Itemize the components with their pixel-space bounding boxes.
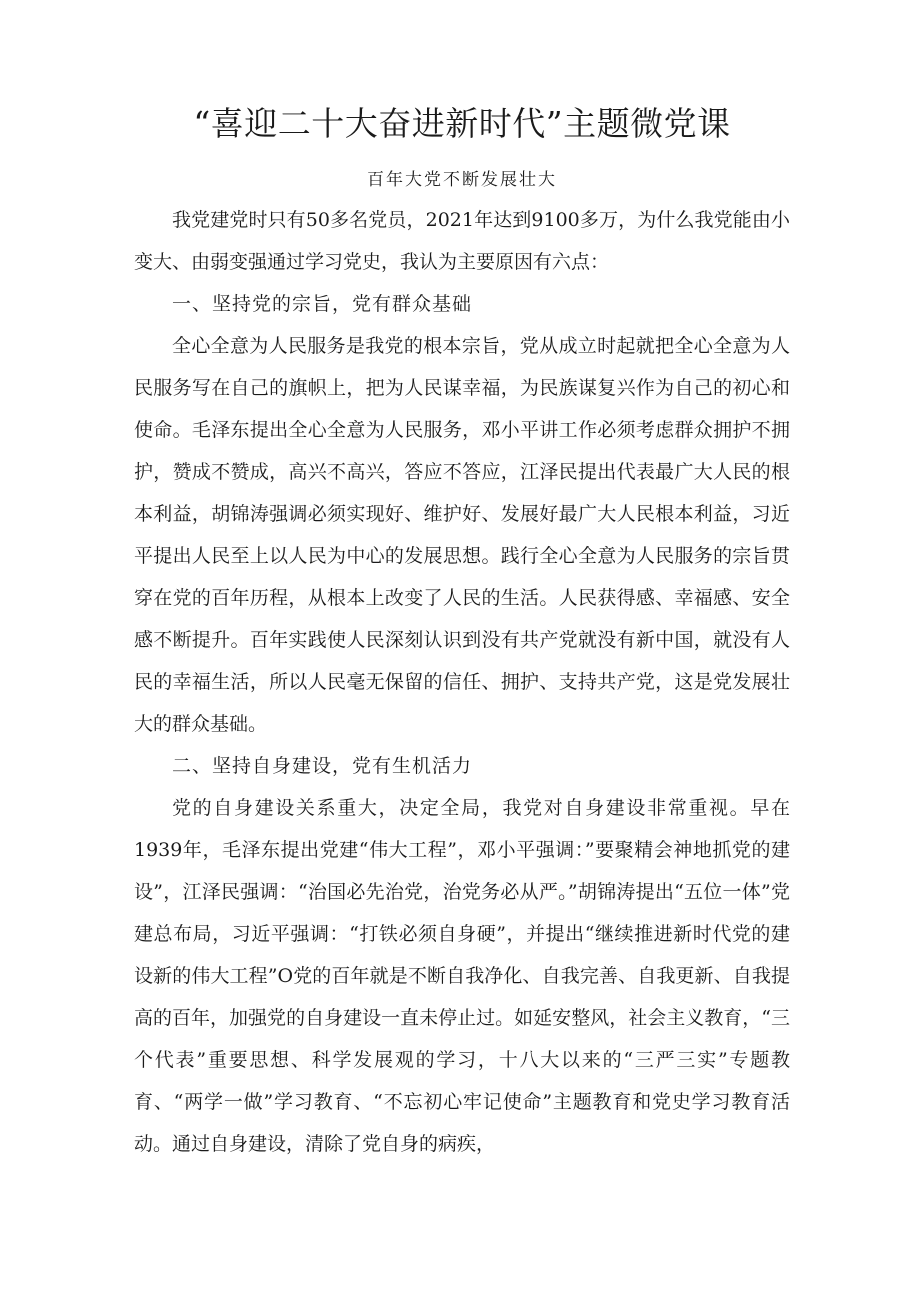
document-page (134, 100, 790, 1165)
section-2-paragraph: 党的自身建设关系重大，决定全局，我党对自身建设非常重视。早在1939年，毛泽东提出党建“伟大工程”，邓小平强调：”要聚精会神地抓党的建设”，江泽民强调：“治国必先治党，治党务必从严。”胡锦涛提出“五位一体”党建总布局，习近平强调：“打铁必须自身硬”，并提出“继续推进新时代党的建设新的伟大工程”O党的百年就是不断自我净化、自我完善、自我更新、自我提高的百年，加强党的自身建设一直未停止过。如延安整风，社会主义教育，“三个代表”重要思想、科学发展观的学习，十八大以来的“三严三实”专题教育、“两学一做”学习教育、“不忘初心牢记使命”主题教育和党史学习教育活动。通过自身建设，清除了党自身的病疾， (134, 797, 790, 1155)
document-title: “喜迎二十大奋进新时代”主题微党课 (193, 104, 731, 143)
section-1-paragraph: 全心全意为人民服务是我党的根本宗旨，党从成立时起就把全心全意为人民服务写在自己的旗帜上，把为人民谋幸福，为民族谋复兴作为自己的初心和使命。毛泽东提出全心全意为人民服务，邓小平讲工作必须考虑群众拥护不拥护，赞成不赞成，高兴不高兴，答应不答应，江泽民提出代表最广大人民的根本利益，胡锦涛强调必须实现好、维护好、发展好最广大人民根本利益，习近平提出人民至上以人民为中心的发展思想。践行全心全意为人民服务的宗旨贯穿在党的百年历程，从根本上改变了人民的生活。人民获得感、幸福感、安全感不断提升。百年实践使人民深刻认识到没有共产党就没有新中国，就没有人民的幸福生活，所以人民毫无保留的信任、拥护、支持共产党，这是党发展壮大的群众基础。 (134, 335, 790, 735)
document-body (134, 199, 790, 1165)
section-heading-1: 一、坚持党的宗旨，党有群众基础 (172, 293, 473, 315)
document-subtitle: 百年大党不断发展壮大 (367, 170, 557, 190)
intro-paragraph: 我党建党时只有50多名党员，2021年达到9100多万，为什么我党能由小变大、由弱变强通过学习党史，我认为主要原因有六点： (134, 209, 790, 273)
section-heading-2: 二、坚持自身建设，党有生机活力 (172, 755, 473, 777)
